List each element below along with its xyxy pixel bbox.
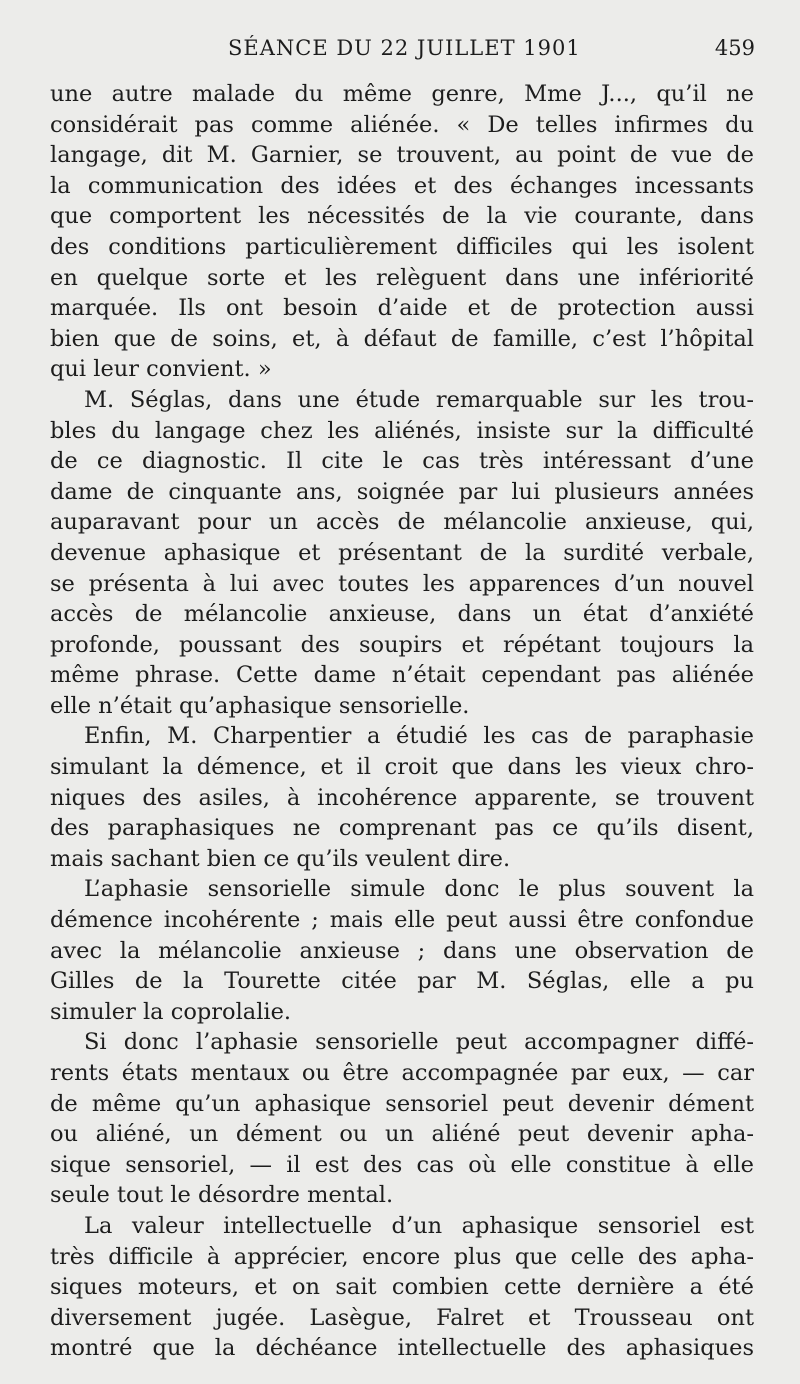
text-line: L’aphasie sensorielle simule donc le plus souvent la — [84, 876, 754, 903]
text-line: même phrase. Cette dame n’était cependant pas aliénée — [50, 662, 754, 689]
text-line: simulant la démence, et il croit que dans les vieux chro- — [50, 754, 754, 781]
text-line: très difficile à apprécier, encore plus que celle des apha- — [50, 1243, 754, 1270]
text-line: elle n’était qu’aphasique sensorielle. — [50, 692, 470, 719]
text-line: de ce diagnostic. Il cite le cas très intéressant d’une — [50, 448, 754, 475]
text-line: marquée. Ils ont besoin d’aide et de protection aussi — [50, 295, 754, 322]
text-line: qui leur convient. » — [50, 356, 272, 383]
text-line: M. Séglas, dans une étude remarquable sur les trou- — [84, 386, 754, 413]
text-line: langage, dit M. Garnier, se trouvent, au point de vue de — [50, 142, 754, 169]
text-line: la communication des idées et des échanges incessants — [50, 172, 754, 199]
body-text — [50, 79, 754, 1364]
text-line: avec la mélancolie anxieuse ; dans une observation de — [50, 937, 754, 964]
text-line: accès de mélancolie anxieuse, dans un état d’anxiété — [50, 601, 754, 628]
text-line: sique sensoriel, — il est des cas où elle constitue à elle — [50, 1151, 754, 1178]
text-line: Gilles de la Tourette citée par M. Séglas, elle a pu — [50, 968, 754, 995]
text-line: considérait pas comme aliénée. « De telles infirmes du — [50, 111, 754, 138]
text-line: Enfin, M. Charpentier a étudié les cas de paraphasie — [84, 723, 754, 750]
text-line: simuler la coprolalie. — [50, 998, 292, 1025]
text-line: des conditions particulièrement difficiles qui les isolent — [50, 233, 754, 260]
text-line: siques moteurs, et on sait combien cette dernière a été — [50, 1274, 754, 1301]
text-line: se présenta à lui avec toutes les apparences d’un nouvel — [50, 570, 754, 597]
text-line: bien que de soins, et, à défaut de famille, c’est l’hôpital — [50, 325, 754, 352]
text-line: auparavant pour un accès de mélancolie anxieuse, qui, — [50, 509, 754, 536]
text-line: bles du langage chez les aliénés, insiste sur la difficulté — [50, 417, 754, 444]
text-line: des paraphasiques ne comprenant pas ce qu’ils disent, — [50, 815, 754, 842]
text-line: seule tout le désordre mental. — [50, 1182, 394, 1209]
text-line: profonde, poussant des soupirs et répétant toujours la — [50, 631, 754, 658]
text-line: niques des asiles, à incohérence apparente, se trouvent — [50, 784, 754, 811]
text-line: Si donc l’aphasie sensorielle peut accompagner diffé- — [84, 1029, 754, 1056]
text-line: La valeur intellectuelle d’un aphasique sensoriel est — [84, 1212, 754, 1239]
text-line: rents états mentaux ou être accompagnée par eux, — car — [50, 1060, 754, 1086]
page-number: 459 — [714, 36, 755, 60]
text-line: une autre malade du même genre, Mme J..., qu’il ne — [50, 81, 754, 107]
text-line: en quelque sorte et les relèguent dans une infériorité — [50, 264, 754, 291]
text-line: devenue aphasique et présentant de la surdité verbale, — [50, 539, 754, 566]
text-line: démence incohérente ; mais elle peut aussi être confondue — [50, 907, 754, 934]
text-line: montré que la déchéance intellectuelle des aphasiques — [50, 1335, 754, 1362]
text-line: de même qu’un aphasique sensoriel peut devenir dément — [50, 1090, 754, 1117]
text-line: que comportent les nécessités de la vie courante, dans — [50, 203, 754, 230]
text-line: mais sachant bien ce qu’ils veulent dire. — [50, 845, 511, 872]
header-title: SÉANCE DU 22 JUILLET 1901 — [228, 36, 581, 60]
text-line: dame de cinquante ans, soignée par lui plusieurs années — [50, 478, 754, 505]
running-header — [50, 32, 755, 68]
text-line: ou aliéné, un dément ou un aliéné peut devenir apha- — [50, 1121, 754, 1148]
text-line: diversement jugée. Lasègue, Falret et Trousseau ont — [50, 1304, 754, 1331]
